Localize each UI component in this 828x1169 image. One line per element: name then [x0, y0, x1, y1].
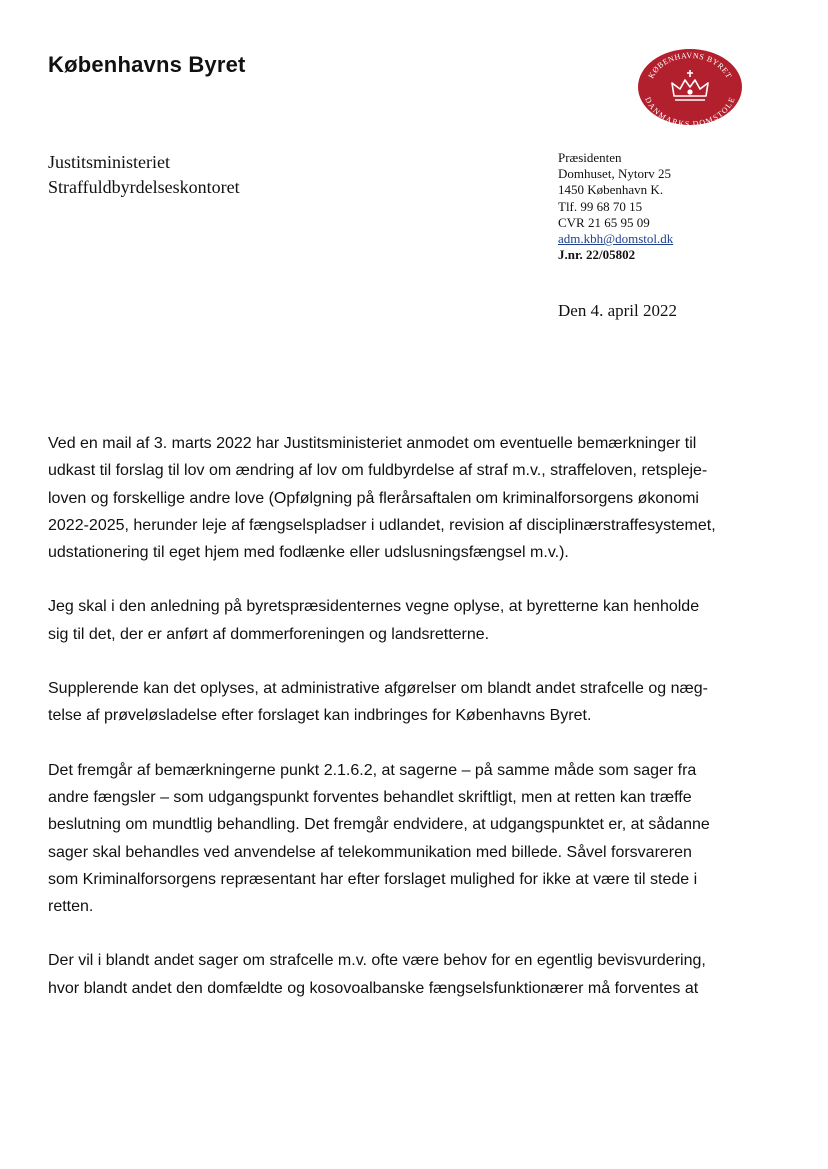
court-name-heading: Københavns Byret: [48, 52, 246, 77]
body-line: Der vil i blandt andet sager om strafcelle m.v. ofte være behov for en egentlig bevisvurdering,: [48, 952, 706, 970]
body-line: 2022-2025, herunder leje af fængselspladser i udlandet, revision af disciplinærstraffesystemet,: [48, 516, 716, 534]
court-seal: [637, 48, 743, 126]
body-paragraph: [48, 675, 748, 730]
letter-body: [48, 430, 748, 1029]
body-line: Det fremgår af bemærkningerne punkt 2.1.6.2, at sagerne – på samme måde som sager fra: [48, 761, 697, 779]
body-line: telse af prøveløsladelse efter forslaget kan indbringes for Københavns Byret.: [48, 707, 592, 725]
seal-bottom-text: DANMARKS DOMSTOLE: [643, 95, 737, 126]
body-line: udstationering til eget hjem med fodlænke eller udslusningsfængsel m.v.).: [48, 544, 569, 562]
body-line: sig til det, der er anført af dommerforeningen og landsretterne.: [48, 625, 490, 643]
body-paragraph: [48, 430, 748, 566]
body-line: andre fængsler – som udgangspunkt forventes behandlet skriftligt, men at retten kan træffe: [48, 788, 692, 806]
journal-number: J.nr. 22/05802: [558, 247, 636, 263]
sender-title: Præsidenten: [558, 150, 622, 165]
body-paragraph: [48, 593, 748, 648]
body-line: udkast til forslag til lov om ændring af lov om fuldbyrdelse af straf m.v., straffeloven, retspleje-: [48, 462, 708, 480]
body-line: Supplerende kan det oplyses, at administrative afgørelser om blandt andet strafcelle og næg-: [48, 680, 708, 698]
sender-email-link[interactable]: adm.kbh@domstol.dk: [558, 231, 674, 247]
sender-address: Domhuset, Nytorv 25: [558, 166, 672, 182]
sender-phone: Tlf. 99 68 70 15: [558, 198, 643, 214]
sender-postal: 1450 København K.: [558, 182, 664, 198]
body-line: beslutning om mundtlig behandling. Det fremgår endvidere, at udgangspunktet er, at sådanne: [48, 816, 710, 834]
letter-date: Den 4. april 2022: [558, 301, 677, 320]
body-line: retten.: [48, 898, 94, 916]
body-line: Ved en mail af 3. marts 2022 har Justitsministeriet anmodet om eventuelle bemærkninger til: [48, 435, 697, 452]
recipient-line: Justitsministeriet: [48, 152, 171, 172]
sender-cvr: CVR 21 65 95 09: [558, 214, 650, 230]
body-paragraph: [48, 757, 748, 921]
recipient-block: [48, 150, 240, 200]
body-line: sager skal behandles ved anvendelse af telekommunikation med billede. Såvel forsvareren: [48, 843, 692, 861]
body-line: Jeg skal i den anledning på byretspræsidenternes vegne oplyse, at byretterne kan henholde: [48, 598, 700, 616]
seal-top-text: KØBENHAVNS BYRET: [646, 50, 734, 80]
sender-block: [558, 150, 673, 263]
recipient-line: Straffuldbyrdelseskontoret: [48, 177, 240, 197]
body-line: som Kriminalforsorgens repræsentant har efter forslaget mulighed for ikke at være til stede i: [48, 870, 698, 888]
body-line: hvor blandt andet den domfældte og kosovoalbanske fængselsfunktionærer må forventes at: [48, 979, 699, 997]
body-paragraph: [48, 947, 748, 1002]
body-line: loven og forskellige andre love (Opfølgning på flerårsaftalen om kriminalforsorgens økonomi: [48, 489, 699, 507]
